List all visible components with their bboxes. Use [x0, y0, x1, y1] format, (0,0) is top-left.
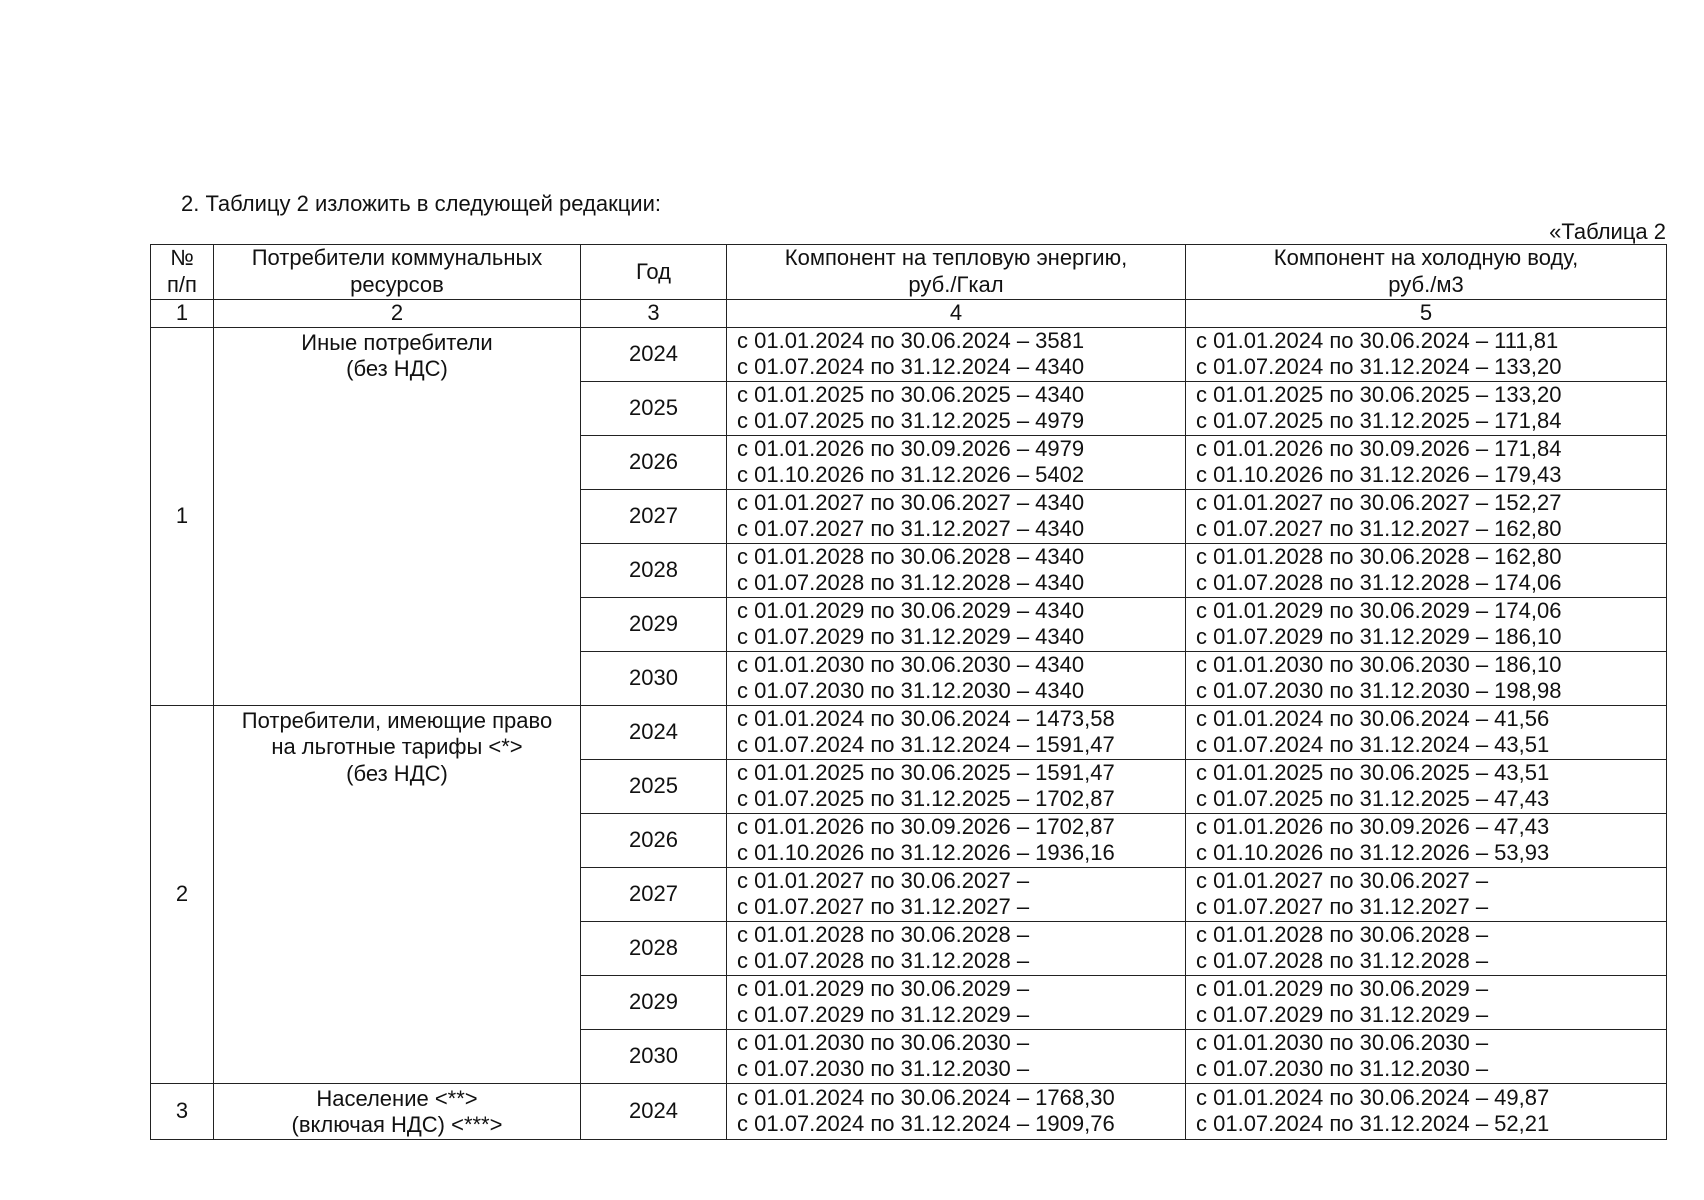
water-rate-cell [1186, 975, 1667, 1029]
group-number: 1 [151, 327, 214, 705]
header-num-line1: № [170, 245, 194, 270]
heat-rate-cell [727, 381, 1186, 435]
water-rate-cell [1186, 1029, 1667, 1083]
water-rate-line: с 01.07.2025 по 31.12.2025 – 47,43 [1196, 786, 1550, 811]
heat-rate-cell [727, 705, 1186, 759]
group-number: 3 [151, 1083, 214, 1139]
table-row [151, 327, 1667, 381]
year-cell: 2024 [581, 327, 727, 381]
year-cell: 2026 [581, 813, 727, 867]
heat-rate-line: с 01.07.2028 по 31.12.2028 – [737, 948, 1030, 973]
heat-rate-line: с 01.01.2024 по 30.06.2024 – 1473,58 [737, 705, 1115, 731]
column-index-row [151, 300, 1667, 328]
heat-rate-line: с 01.07.2029 по 31.12.2029 – 4340 [737, 624, 1085, 649]
water-rate-line: с 01.07.2030 по 31.12.2030 – [1196, 1056, 1489, 1081]
year-cell: 2026 [581, 435, 727, 489]
water-rate-line: с 01.01.2029 по 30.06.2029 – [1196, 975, 1489, 1001]
heat-rate-cell [727, 1029, 1186, 1083]
heat-rate-cell [727, 975, 1186, 1029]
heat-rate-line: с 01.07.2027 по 31.12.2027 – 4340 [737, 516, 1085, 541]
heat-rate-line: с 01.01.2027 по 30.06.2027 – [737, 867, 1030, 893]
year-cell: 2028 [581, 543, 727, 597]
heat-rate-line: с 01.01.2028 по 30.06.2028 – 4340 [737, 543, 1085, 569]
heat-rate-cell [727, 435, 1186, 489]
heat-rate-cell [727, 1083, 1186, 1139]
heat-rate-cell [727, 597, 1186, 651]
water-rate-line: с 01.01.2028 по 30.06.2028 – [1196, 921, 1489, 947]
water-rate-line: с 01.01.2024 по 30.06.2024 – 111,81 [1196, 327, 1559, 353]
heat-rate-line: с 01.07.2029 по 31.12.2029 – [737, 1002, 1030, 1027]
consumer-line: Население <**> [316, 1085, 478, 1111]
header-num [151, 245, 214, 300]
heat-rate-line: с 01.10.2026 по 31.12.2026 – 5402 [737, 462, 1085, 487]
water-rate-line: с 01.01.2025 по 30.06.2025 – 133,20 [1196, 381, 1562, 407]
consumer-line: Потребители, имеющие право [241, 707, 553, 733]
consumer-line: (включая НДС) <***> [291, 1112, 503, 1137]
water-rate-line: с 01.07.2030 по 31.12.2030 – 198,98 [1196, 678, 1562, 703]
table-row [151, 705, 1667, 759]
water-rate-line: с 01.07.2027 по 31.12.2027 – [1196, 894, 1489, 919]
year-cell: 2025 [581, 381, 727, 435]
heat-rate-cell [727, 489, 1186, 543]
header-row [151, 245, 1667, 300]
water-rate-line: с 01.07.2029 по 31.12.2029 – 186,10 [1196, 624, 1562, 649]
heat-rate-line: с 01.01.2025 по 30.06.2025 – 4340 [737, 381, 1085, 407]
water-rate-cell [1186, 705, 1667, 759]
heat-rate-cell [727, 543, 1186, 597]
year-cell: 2024 [581, 705, 727, 759]
water-rate-line: с 01.07.2027 по 31.12.2027 – 162,80 [1196, 516, 1562, 541]
water-rate-line: с 01.01.2028 по 30.06.2028 – 162,80 [1196, 543, 1562, 569]
header-water-line2: руб./м3 [1388, 271, 1464, 297]
water-rate-cell [1186, 651, 1667, 705]
water-rate-line: с 01.10.2026 по 31.12.2026 – 179,43 [1196, 462, 1562, 487]
year-cell: 2030 [581, 1029, 727, 1083]
heat-rate-line: с 01.01.2030 по 30.06.2030 – [737, 1029, 1030, 1055]
consumer-category [214, 327, 581, 705]
water-rate-line: с 01.07.2028 по 31.12.2028 – 174,06 [1196, 570, 1562, 595]
consumer-line: на льготные тарифы <*> [271, 734, 523, 759]
water-rate-cell [1186, 597, 1667, 651]
water-rate-line: с 01.01.2030 по 30.06.2030 – [1196, 1029, 1489, 1055]
consumer-line: Иные потребители [301, 329, 493, 355]
water-rate-line: с 01.10.2026 по 31.12.2026 – 53,93 [1196, 840, 1550, 865]
heat-rate-cell [727, 921, 1186, 975]
column-index: 1 [151, 300, 214, 328]
water-rate-line: с 01.07.2024 по 31.12.2024 – 133,20 [1196, 354, 1562, 379]
heat-rate-line: с 01.07.2025 по 31.12.2025 – 4979 [737, 408, 1085, 433]
column-index: 2 [214, 300, 581, 328]
year-cell: 2029 [581, 975, 727, 1029]
water-rate-line: с 01.01.2030 по 30.06.2030 – 186,10 [1196, 651, 1562, 677]
water-rate-cell [1186, 327, 1667, 381]
water-rate-cell [1186, 435, 1667, 489]
heat-rate-cell [727, 813, 1186, 867]
water-rate-line: с 01.01.2026 по 30.09.2026 – 47,43 [1196, 813, 1550, 839]
header-water [1186, 245, 1667, 300]
heat-rate-line: с 01.07.2028 по 31.12.2028 – 4340 [737, 570, 1085, 595]
year-cell: 2029 [581, 597, 727, 651]
water-rate-line: с 01.01.2029 по 30.06.2029 – 174,06 [1196, 597, 1562, 623]
water-rate-line: с 01.01.2026 по 30.09.2026 – 171,84 [1196, 435, 1562, 461]
water-rate-cell [1186, 1083, 1667, 1139]
heat-rate-line: с 01.10.2026 по 31.12.2026 – 1936,16 [737, 840, 1115, 865]
heat-rate-line: с 01.07.2024 по 31.12.2024 – 1591,47 [737, 732, 1115, 757]
table-row [151, 1083, 1667, 1139]
intro-text: 2. Таблицу 2 изложить в следующей редакции: [181, 191, 661, 216]
heat-rate-line: с 01.07.2025 по 31.12.2025 – 1702,87 [737, 786, 1115, 811]
heat-rate-line: с 01.07.2030 по 31.12.2030 – 4340 [737, 678, 1085, 703]
water-rate-cell [1186, 489, 1667, 543]
water-rate-cell [1186, 813, 1667, 867]
header-num-line2: п/п [167, 271, 197, 297]
heat-rate-line: с 01.01.2029 по 30.06.2029 – [737, 975, 1030, 1001]
tariff-table [150, 244, 1667, 1140]
water-rate-line: с 01.07.2025 по 31.12.2025 – 171,84 [1196, 408, 1562, 433]
water-rate-line: с 01.01.2024 по 30.06.2024 – 41,56 [1196, 705, 1550, 731]
group-number: 2 [151, 705, 214, 1083]
heat-rate-line: с 01.07.2024 по 31.12.2024 – 1909,76 [737, 1111, 1115, 1136]
year-cell: 2030 [581, 651, 727, 705]
heat-rate-line: с 01.07.2024 по 31.12.2024 – 4340 [737, 354, 1085, 379]
year-cell: 2024 [581, 1083, 727, 1139]
consumer-line: (без НДС) [346, 356, 448, 381]
water-rate-line: с 01.01.2027 по 30.06.2027 – 152,27 [1196, 489, 1562, 515]
header-consumers-line2: ресурсов [350, 271, 444, 297]
header-consumers [214, 245, 581, 300]
column-index: 4 [727, 300, 1186, 328]
heat-rate-line: с 01.01.2025 по 30.06.2025 – 1591,47 [737, 759, 1115, 785]
heat-rate-line: с 01.01.2027 по 30.06.2027 – 4340 [737, 489, 1085, 515]
water-rate-line: с 01.07.2024 по 31.12.2024 – 52,21 [1196, 1111, 1550, 1136]
water-rate-cell [1186, 921, 1667, 975]
heat-rate-line: с 01.01.2026 по 30.09.2026 – 4979 [737, 435, 1085, 461]
heat-rate-line: с 01.01.2026 по 30.09.2026 – 1702,87 [737, 813, 1115, 839]
heat-rate-line: с 01.01.2028 по 30.06.2028 – [737, 921, 1030, 947]
heat-rate-line: с 01.07.2030 по 31.12.2030 – [737, 1056, 1030, 1081]
year-cell: 2027 [581, 489, 727, 543]
water-rate-line: с 01.01.2025 по 30.06.2025 – 43,51 [1196, 759, 1550, 785]
column-index: 3 [581, 300, 727, 328]
heat-rate-cell [727, 327, 1186, 381]
water-rate-line: с 01.07.2028 по 31.12.2028 – [1196, 948, 1489, 973]
heat-rate-cell [727, 759, 1186, 813]
table-caption: «Таблица 2 [1549, 219, 1666, 244]
year-cell: 2027 [581, 867, 727, 921]
header-heat-line1: Компонент на тепловую энергию, [784, 245, 1128, 270]
heat-rate-line: с 01.01.2024 по 30.06.2024 – 1768,30 [737, 1084, 1115, 1110]
header-water-line1: Компонент на холодную воду, [1273, 245, 1579, 270]
water-rate-cell [1186, 867, 1667, 921]
water-rate-cell [1186, 543, 1667, 597]
heat-rate-line: с 01.01.2030 по 30.06.2030 – 4340 [737, 651, 1085, 677]
consumer-category [214, 705, 581, 1083]
heat-rate-line: с 01.01.2024 по 30.06.2024 – 3581 [737, 327, 1085, 353]
water-rate-line: с 01.01.2024 по 30.06.2024 – 49,87 [1196, 1084, 1550, 1110]
water-rate-line: с 01.07.2024 по 31.12.2024 – 43,51 [1196, 732, 1550, 757]
heat-rate-cell [727, 867, 1186, 921]
consumer-category [214, 1083, 581, 1139]
year-cell: 2028 [581, 921, 727, 975]
header-consumers-line1: Потребители коммунальных [251, 245, 543, 270]
water-rate-cell [1186, 381, 1667, 435]
header-heat [727, 245, 1186, 300]
year-cell: 2025 [581, 759, 727, 813]
water-rate-cell [1186, 759, 1667, 813]
header-heat-line2: руб./Гкал [908, 271, 1004, 297]
consumer-line: (без НДС) [346, 760, 448, 786]
heat-rate-line: с 01.07.2027 по 31.12.2027 – [737, 894, 1030, 919]
water-rate-line: с 01.01.2027 по 30.06.2027 – [1196, 867, 1489, 893]
heat-rate-cell [727, 651, 1186, 705]
heat-rate-line: с 01.01.2029 по 30.06.2029 – 4340 [737, 597, 1085, 623]
header-year: Год [581, 245, 727, 300]
column-index: 5 [1186, 300, 1667, 328]
tariff-body [151, 327, 1667, 1139]
water-rate-line: с 01.07.2029 по 31.12.2029 – [1196, 1002, 1489, 1027]
